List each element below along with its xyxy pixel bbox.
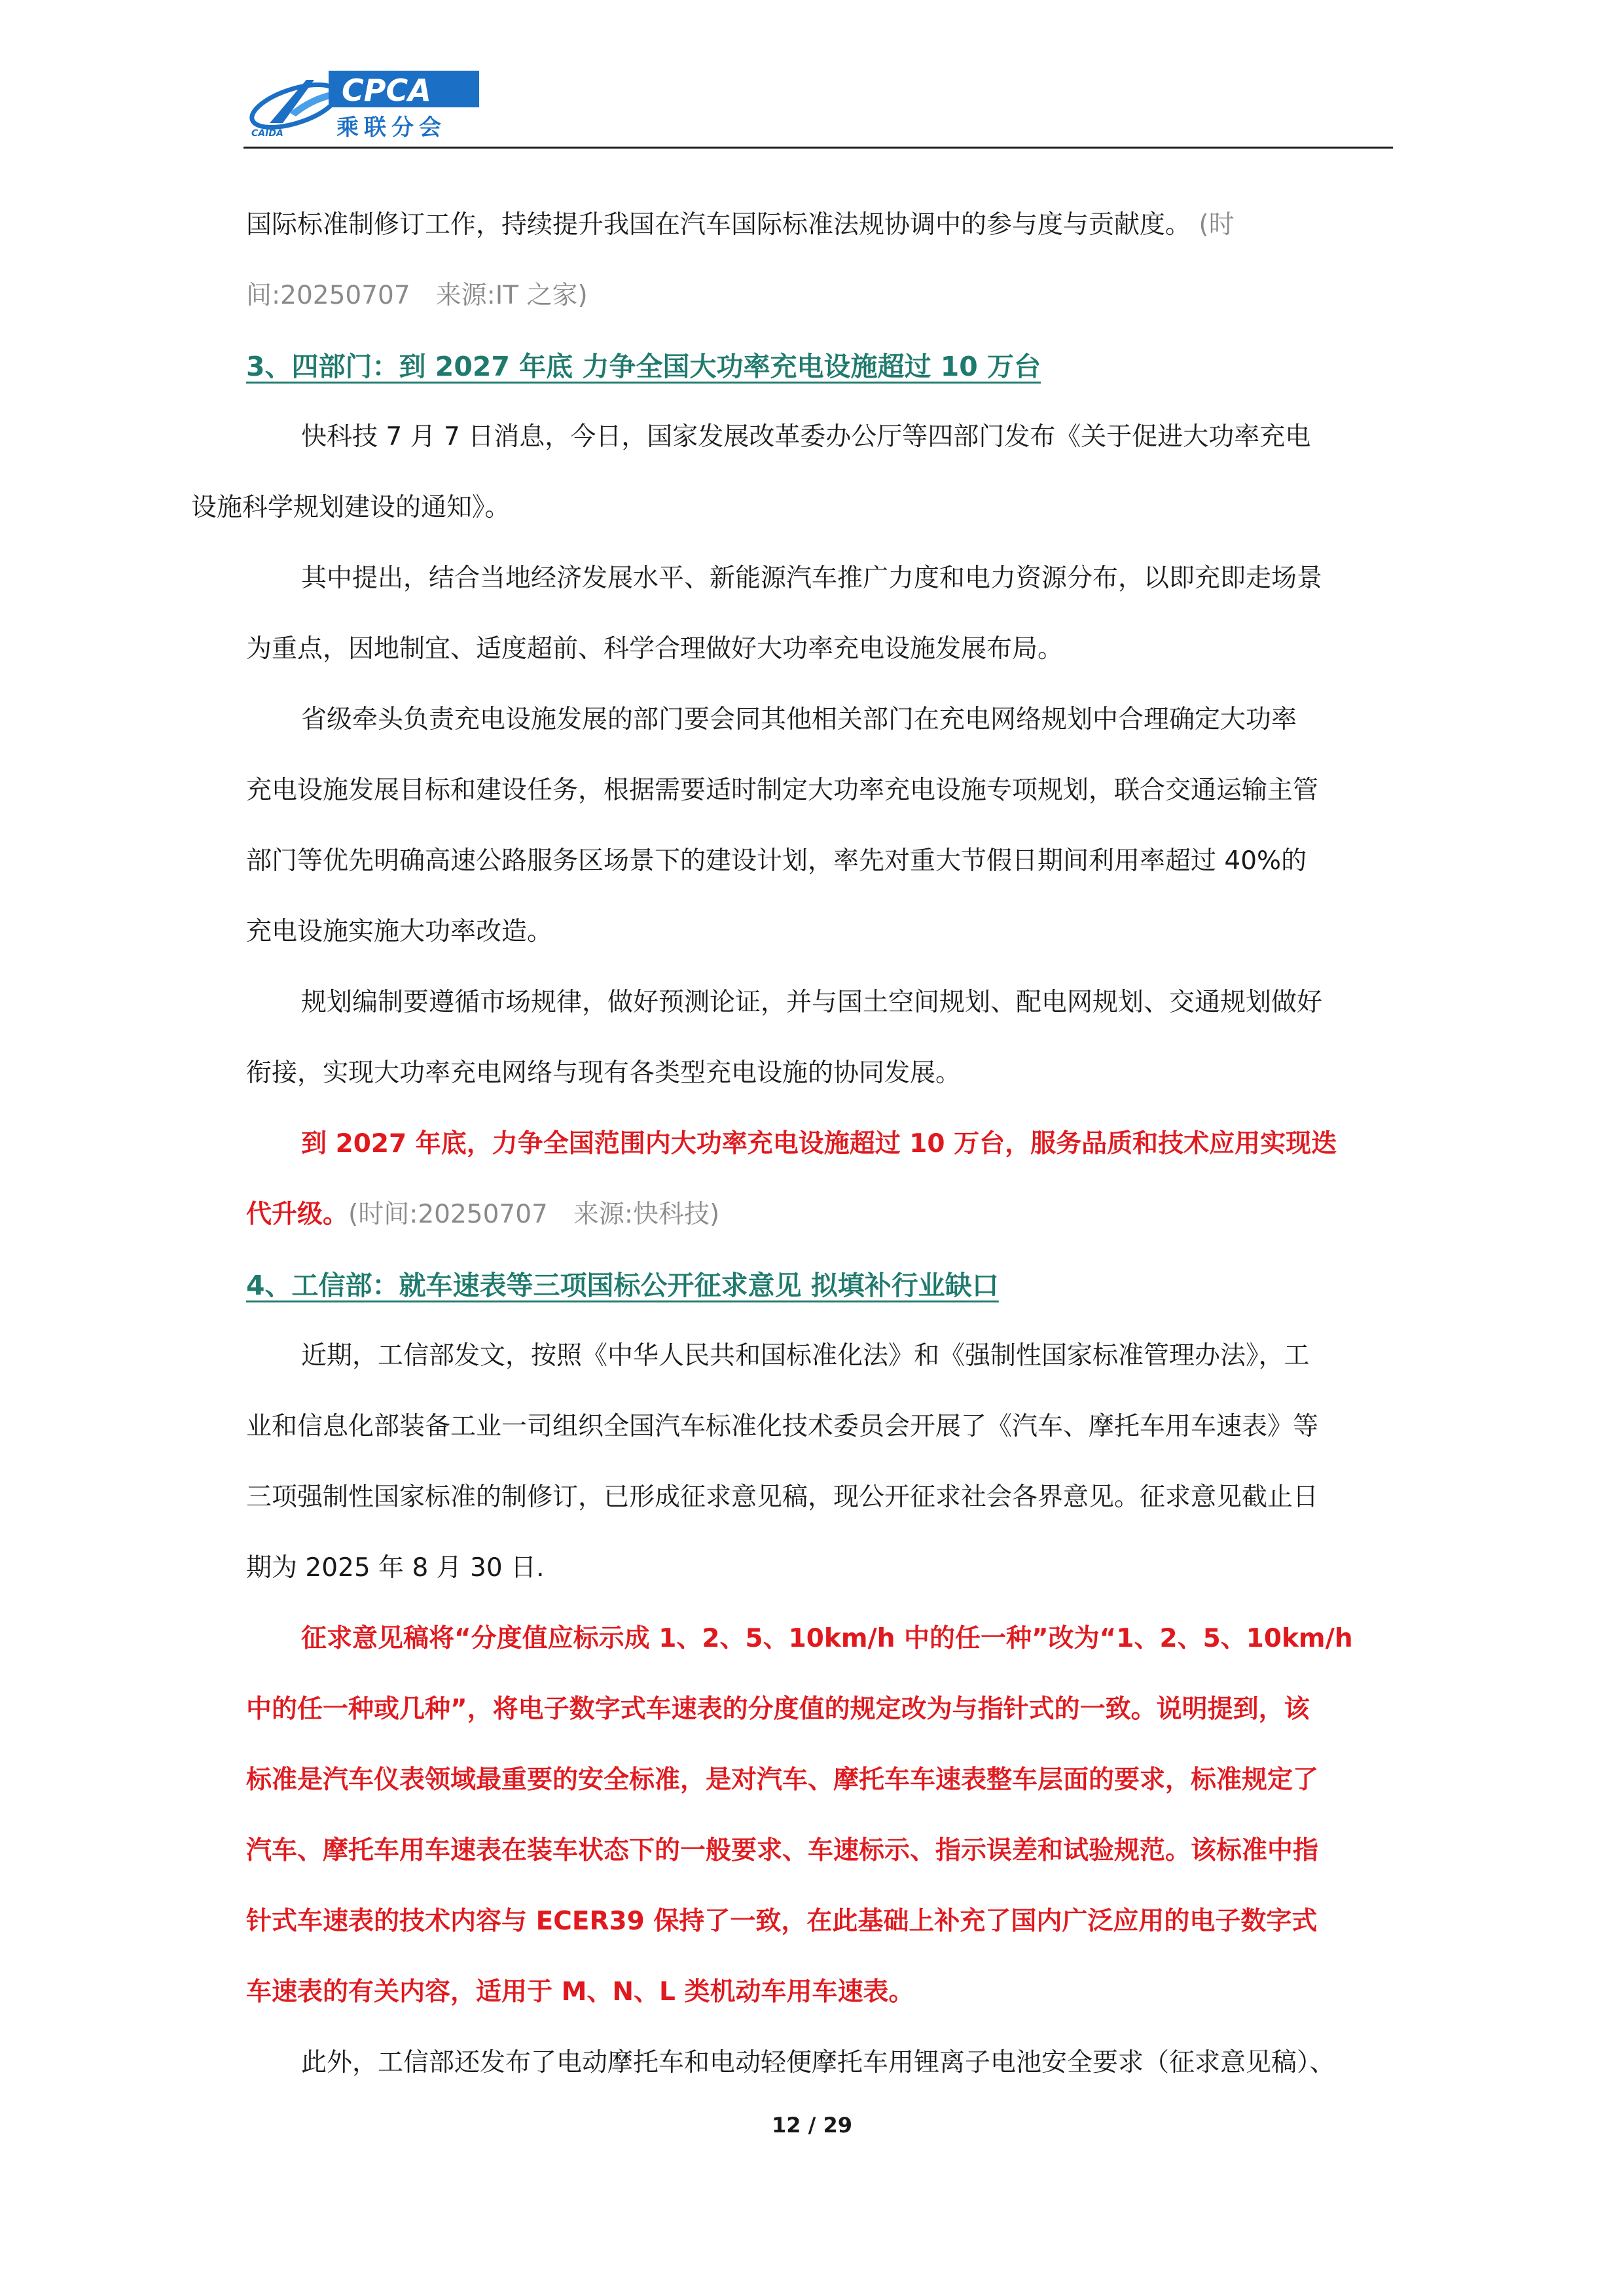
text-line: 充电设施发展目标和建设任务，根据需要适时制定大功率充电设施专项规划，联合交通运输主管 [246,776,1319,805]
text-line: 衔接，实现大功率充电网络与现有各类型充电设施的协同发展。 [246,1058,962,1088]
text-line: 中的任一种或几种”，将电子数字式车速表的分度值的规定改为与指针式的一致。说明提到，该 [246,1695,1310,1724]
text-line: 期为 2025 年 8 月 30 日. [246,1553,545,1583]
text-line: 代升级。(时间:20250707 来源:快科技) [246,1200,720,1229]
page-header [244,65,1393,147]
section-heading-3: 3、四部门：到 2027 年底 力争全国大功率充电设施超过 10 万台 [246,351,1041,382]
paragraph [246,1321,1393,1604]
text-line: 省级牵头负责充电设施发展的部门要会同其他相关部门在充电网络规划中合理确定大功率 [301,705,1297,734]
article-body [191,190,1393,2098]
text-line: 设施科学规划建设的通知》。 [191,493,511,522]
text-line: 规划编制要遵循市场规律，做好预测论证，并与国土空间规划、配电网规划、交通规划做好 [301,988,1323,1017]
paragraph [246,967,1393,1109]
cpca-logo [244,65,479,144]
text-line: 业和信息化部装备工业一司组织全国汽车标准化技术委员会开展了《汽车、摩托车用车速表》等 [246,1412,1319,1441]
text-line: 部门等优先明确高速公路服务区场景下的建设计划，率先对重大节假日期间利用率超过 40%的 [246,846,1307,876]
section-heading-4: 4、工信部：就车速表等三项国标公开征求意见 拟填补行业缺口 [246,1270,999,1301]
text-line: 针式车速表的技术内容与 ECER39 保持了一致，在此基础上补充了国内广泛应用的电子数字式 [246,1907,1318,1936]
text-line: 汽车、摩托车用车速表在装车状态下的一般要求、车速标示、指示误差和试验规范。该标准中指 [246,1836,1319,1865]
text-line: 为重点，因地制宜、适度超前、科学合理做好大功率充电设施发展布局。 [246,634,1064,664]
page-number: 12 / 29 [771,2113,853,2138]
text-line: 其中提出，结合当地经济发展水平、新能源汽车推广力度和电力资源分布，以即充即走场景 [301,564,1323,593]
text-line: 到 2027 年底，力争全国范围内大功率充电设施超过 10 万台，服务品质和技术应用实现迭 [301,1129,1337,1158]
paragraph [191,402,1393,543]
cpca-text: CPCA [342,73,431,108]
text-line: 标准是汽车仪表领域最重要的安全标准，是对汽车、摩托车车速表整车层面的要求，标准规定了 [246,1765,1319,1795]
caida-emblem-icon [247,76,342,139]
text-line: 此外，工信部还发布了电动摩托车和电动轻便摩托车用锂离子电池安全要求（征求意见稿）、 [301,2048,1335,2077]
text-line: 快科技 7 月 7 日消息，今日，国家发展改革委办公厅等四部门发布《关于促进大功率充电 [301,422,1311,452]
source-note: 间:20250707 来源:IT 之家) [246,281,588,310]
paragraph [246,543,1393,685]
text-line: 近期，工信部发文，按照《中华人民共和国标准化法》和《强制性国家标准管理办法》，工 [301,1341,1310,1371]
emblem-text: CAIDA [251,128,283,139]
source-note: (时 [1199,210,1235,240]
paragraph [246,2028,1393,2098]
source-note: (时间:20250707 来源:快科技) [348,1200,720,1229]
text-line: 车速表的有关内容，适用于 M、N、L 类机动车用车速表。 [246,1977,914,2007]
paragraph [246,685,1393,967]
text-line: 三项强制性国家标准的制修订，已形成征求意见稿，现公开征求社会各界意见。征求意见截止日 [246,1482,1319,1512]
highlight-paragraph [246,1109,1393,1250]
highlight-paragraph [246,1604,1393,2028]
text-line: 充电设施实施大功率改造。 [246,917,553,946]
text-line: 国际标准制修订工作，持续提升我国在汽车国际标准法规协调中的参与度与贡献度。 (时 [246,210,1235,240]
header-divider [244,147,1393,149]
paragraph-continued [246,190,1393,331]
cpca-subtext: 乘联分会 [336,115,446,141]
text-line: 征求意见稿将“分度值应标示成 1、2、5、10km/h 中的任一种”改为“1、2、5、10km/h [301,1624,1353,1653]
